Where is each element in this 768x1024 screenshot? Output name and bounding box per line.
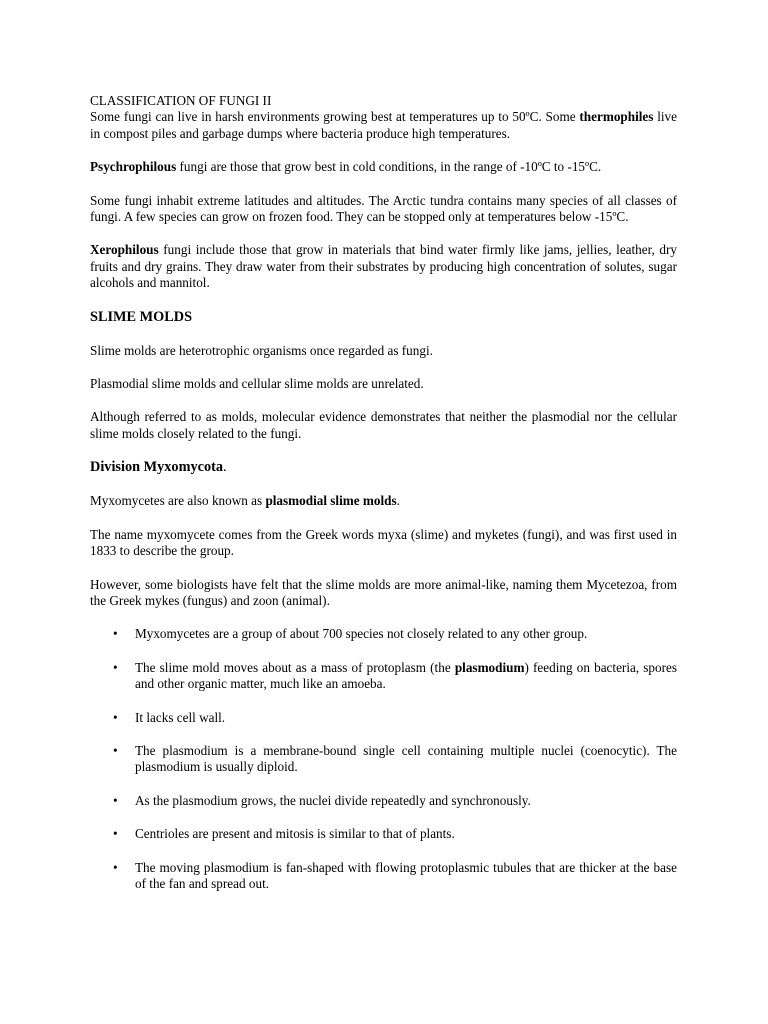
document-page [90,93,677,909]
bullet-icon: • [113,659,118,675]
bullet-term: plasmodium [454,659,525,675]
section-heading-division [90,459,677,476]
text-run: live in compost piles and garbage dumps where bacteria produce high temperatures. [90,109,677,141]
term-psychrophilous: Psychrophilous [90,159,177,175]
paragraph-molecular-evidence: Although referred to as molds, molecular evidence demonstrates that neither the plasmodial nor the cellular slime molds closely related to the fungi. [90,409,677,441]
document-title: CLASSIFICATION OF FUNGI II [90,93,272,108]
bullet-list [90,626,677,892]
text-run: . [396,493,400,509]
bullet-text: As the plasmodium grows, the nuclei divide repeatedly and synchronously. [135,792,531,808]
term-plasmodial-slime-molds: plasmodial slime molds [265,493,397,509]
section-heading-slime-molds: SLIME MOLDS [90,308,193,325]
bullet-icon: • [113,792,118,808]
bullet-icon: • [113,826,118,842]
paragraph-name-origin: The name myxomycete comes from the Greek words myxa (slime) and myketes (fungi), and was first used in 1833 to describe the group. [90,526,677,559]
bullet-icon: • [113,742,118,758]
bullet-icon: • [113,859,118,875]
paragraph-xerophilous [90,242,677,291]
bullet-item [90,660,677,693]
paragraph-thermophiles [90,109,677,142]
division-title-period: . [223,459,227,476]
paragraph-slime-definition: Slime molds are heterotrophic organisms once regarded as fungi. [90,342,433,358]
term-xerophilous: Xerophilous [90,242,159,258]
bullet-icon: • [113,709,118,725]
bullet-text: The slime mold moves about as a mass of protoplasm (the [135,659,455,675]
bullet-item [90,710,677,726]
division-title: Division Myxomycota [90,459,224,476]
bullet-item [90,743,677,776]
bullet-item [90,826,677,842]
bullet-text: ) feeding on bacteria, spores and other organic matter, much like an amoeba. [135,659,677,692]
text-run: Some fungi can live in harsh environments growing best at temperatures up to 50ºC. Some [90,109,580,125]
paragraph-plasmodial [90,493,677,509]
bullet-text: Centrioles are present and mitosis is similar to that of plants. [135,826,455,842]
text-run: fungi are those that grow best in cold conditions, in the range of -10ºC to -15ºC. [176,159,602,175]
bullet-text: It lacks cell wall. [135,709,226,725]
paragraph-mycetezoa: However, some biologists have felt that the slime molds are more animal-like, naming them Mycetezoa, from the Greek mykes (fungus) and zoon (animal). [90,576,677,608]
bullet-text: Myxomycetes are a group of about 700 species not closely related to any other group. [135,626,588,642]
bullet-item [90,793,677,809]
term-thermophiles: thermophiles [579,109,654,125]
bullet-text: The moving plasmodium is fan-shaped with flowing protoplasmic tubules that are thicker at the base of the fan and spread out. [135,859,677,891]
bullet-item [90,860,677,893]
bullet-text: The plasmodium is a membrane-bound single cell containing multiple nuclei (coenocytic). The plasmodium is usually diploid. [135,742,677,775]
paragraph-extreme-latitudes: Some fungi inhabit extreme latitudes and altitudes. The Arctic tundra contains many species of all classes of fungi. A few species can grow on frozen food. They can be stopped only at temperatures below -15ºC. [90,192,677,225]
text-run: fungi include those that grow in materials that bind water firmly like jams, jellies, leather, dry fruits and dry grains. They draw water from their substrates by producing high concentration of solutes, sugar alcohols and mannitol. [90,242,677,291]
paragraph-slime-unrelated: Plasmodial slime molds and cellular slime molds are unrelated. [90,376,424,392]
bullet-item [90,626,677,642]
bullet-icon: • [113,626,118,642]
text-run: Myxomycetes are also known as [90,493,266,509]
paragraph-psychrophilous [90,159,677,175]
